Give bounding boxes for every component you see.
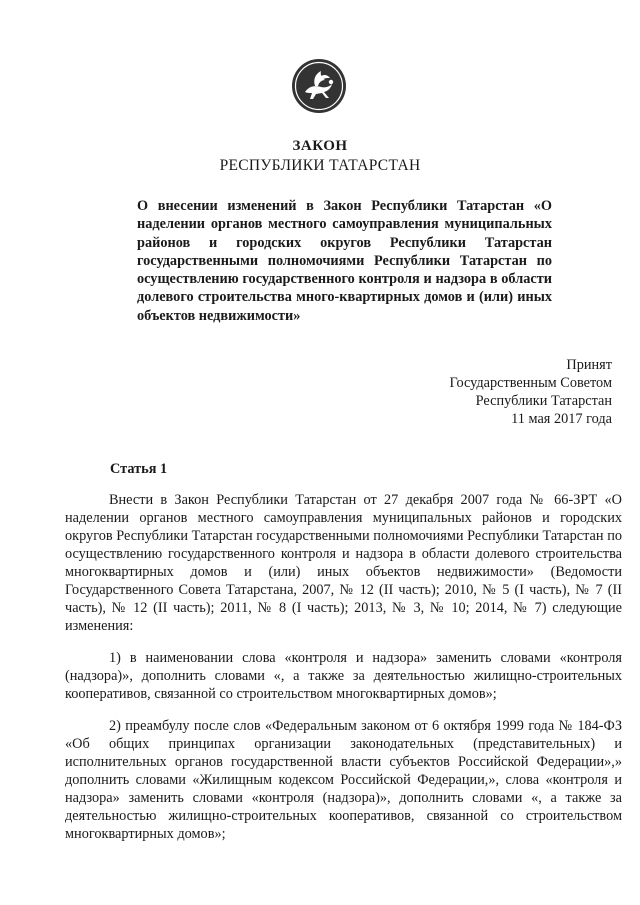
adoption-date: 11 мая 2017 года xyxy=(511,411,612,427)
paragraph-text: 1) в наименовании слова «контроля и надзора» заменить словами «контроля (надзора)», дополнить словами «, а также за деятельностью жилищно-строительных кооперативов, связанной со строительством многоквартирных домов»; xyxy=(65,650,622,702)
coat-of-arms-tatarstan-icon xyxy=(291,58,347,114)
article-heading: Статья 1 xyxy=(110,461,168,477)
document-title: ЗАКОН xyxy=(292,138,348,154)
paragraph-text: 2) преамбулу после слов «Федеральным законом от 6 октября 1999 года № 184-ФЗ «Об общих принципах организации законодательных (представительных) и исполнительных органов государственной власти субъектов Российской Федерации»,» дополнить словами «Жилищным кодексом Российской Федерации,», слова «контроля и надзора» заменить словами «контроля (надзора)», дополнить словами «, а также за деятельностью жилищно-строительных кооперативов, связанной со строительством многоквартирных домов»; xyxy=(65,718,622,842)
adoption-line: Республики Татарстан xyxy=(475,393,612,409)
paragraph-text: Внести в Закон Республики Татарстан от 27 декабря 2007 года № 66-ЗРТ «О наделении органов местного самоуправления муниципальных районов и городских округов Республики Татарстан государственными полномочиями Республики Татарстан по осуществлению государственного контроля и надзора в области долевого строительства многоквартирных домов и (или) иных объектов недвижимости» (Ведомости Государственного Совета Татарстана, 2007, № 12 (II часть); 2010, № 5 (I часть), № 7 (II часть), № 12 (II часть); 2011, № 8 (I часть); 2013, № 3, № 10; 2014, № 7) следующие изменения: xyxy=(65,492,622,634)
document-subtitle: РЕСПУБЛИКИ ТАТАРСТАН xyxy=(219,157,421,174)
article-intro-paragraph xyxy=(65,491,622,635)
adoption-block xyxy=(449,356,612,428)
law-name: О внесении изменений в Закон Республики Татарстан «О наделении органов местного самоуправления муниципальных районов и городских округов Республики Татарстан государственными полномочиями Республики Татарстан по осуществлению государственного контроля и надзора в области долевого строительства много-квартирных домов и (или) иных объектов недвижимости» xyxy=(137,198,552,324)
adoption-line: Принят xyxy=(566,357,612,373)
adoption-line: Государственным Советом xyxy=(449,375,612,391)
article-item-2 xyxy=(65,717,622,843)
article-item-1 xyxy=(65,649,622,703)
